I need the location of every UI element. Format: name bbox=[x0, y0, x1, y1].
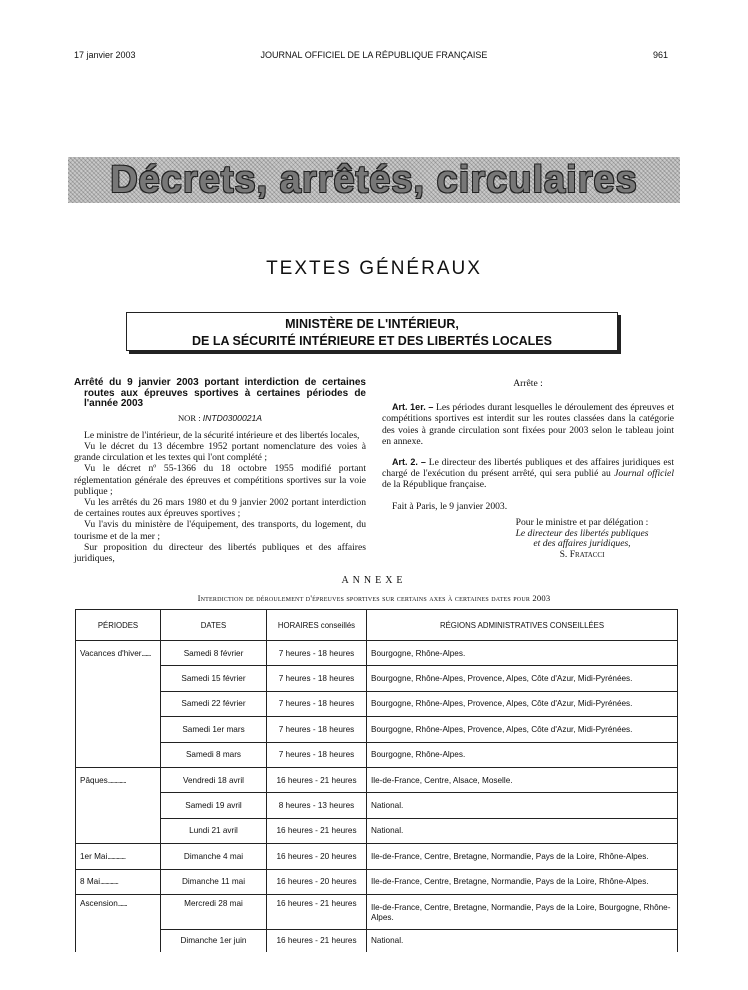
date-cell: Dimanche 1er juin bbox=[161, 929, 267, 952]
column-header-regions: RÉGIONS ADMINISTRATIVES CONSEILLÉES bbox=[367, 610, 678, 641]
table-row bbox=[76, 844, 678, 869]
periode-cell: 8 Mai.............. bbox=[76, 869, 161, 894]
periode-cell: 1er Mai.............. bbox=[76, 844, 161, 869]
date-cell: Dimanche 11 mai bbox=[161, 869, 267, 894]
table-row bbox=[76, 818, 678, 843]
table-row bbox=[76, 894, 678, 929]
paragraph: Sur proposition du directeur des libertés publiques et des affaires juridiques, bbox=[74, 541, 366, 564]
date-cell: Vendredi 18 avril bbox=[161, 767, 267, 792]
annexe-subtitle: Interdiction de déroulement d'épreuves sportives sur certains axes à certaines dates pour 2003 bbox=[197, 593, 551, 603]
periode-cell bbox=[76, 717, 161, 742]
date-cell: Samedi 19 avril bbox=[161, 793, 267, 818]
signature-block bbox=[490, 518, 674, 561]
regions-cell: Bourgogne, Rhône-Alpes, Provence, Alpes, Côte d'Azur, Midi-Pyrénées. bbox=[367, 717, 678, 742]
page-number: 961 bbox=[652, 50, 668, 60]
periode-cell bbox=[76, 818, 161, 843]
signature-line-2: Le directeur des libertés publiques bbox=[515, 527, 649, 539]
regions-cell: Bourgogne, Rhône-Alpes. bbox=[367, 641, 678, 666]
article-1 bbox=[382, 402, 674, 447]
article-2-text-a: Le directeur des libertés publiques et des affaires juridiques est chargé de l'exécution du présent arrêté, qui sera publié au bbox=[382, 457, 674, 480]
date-cell: Samedi 8 février bbox=[161, 641, 267, 666]
section-title: TEXTES GÉNÉRAUX bbox=[266, 258, 482, 279]
annexe-table bbox=[75, 609, 678, 952]
horaire-cell: 16 heures - 20 heures bbox=[267, 844, 367, 869]
banner-text: Décrets, arrêtés, circulaires bbox=[110, 158, 638, 201]
horaire-cell: 16 heures - 21 heures bbox=[267, 818, 367, 843]
regions-cell: National. bbox=[367, 793, 678, 818]
date-cell: Samedi 22 février bbox=[161, 691, 267, 716]
horaire-cell: 16 heures - 20 heures bbox=[267, 869, 367, 894]
signatory-name: S. Fratacci bbox=[559, 549, 605, 561]
article-2-text-b: de la République française. bbox=[382, 479, 487, 491]
signature-line-1: Pour le ministre et par délégation : bbox=[515, 516, 649, 528]
horaire-cell: 7 heures - 18 heures bbox=[267, 742, 367, 767]
paragraph: Vu l'avis du ministère de l'équipement, des transports, du logement, du tourisme et de la mer ; bbox=[74, 519, 366, 542]
paragraph: Vu le décret nº 55-1366 du 18 octobre 1955 modifié portant réglementation générale des épreuves et compétitions sportives sur la voie publique ; bbox=[74, 463, 366, 497]
date-cell: Dimanche 4 mai bbox=[161, 844, 267, 869]
horaire-cell: 7 heures - 18 heures bbox=[267, 641, 367, 666]
regions-cell: Ile-de-France, Centre, Bretagne, Normandie, Pays de la Loire, Rhône-Alpes. bbox=[367, 869, 678, 894]
article-1-heading: Art. 1er. – bbox=[392, 402, 434, 413]
column-header-periodes: PÉRIODES bbox=[76, 610, 161, 641]
periode-cell bbox=[76, 742, 161, 767]
journal-officiel: Journal officiel bbox=[614, 468, 674, 480]
column-header-horaires: HORAIRES conseillés bbox=[267, 610, 367, 641]
table-row bbox=[76, 929, 678, 952]
nor-label: NOR : bbox=[177, 412, 201, 423]
table-row bbox=[76, 869, 678, 894]
table-row bbox=[76, 641, 678, 666]
nor-reference bbox=[74, 413, 366, 424]
arrete-title: Arrêté du 9 janvier 2003 portant interdiction de certaines routes aux épreuves sportives à certaines périodes de l'année 2003 bbox=[74, 377, 366, 409]
regions-cell: National. bbox=[367, 818, 678, 843]
article-2 bbox=[382, 457, 674, 491]
signature-line-3: et des affaires juridiques, bbox=[533, 538, 631, 550]
paragraph: Vu le décret du 13 décembre 1952 portant nomenclature des voies à grande circulation et les textes qui l'ont complété ; bbox=[74, 440, 366, 464]
table-row bbox=[76, 767, 678, 792]
periode-cell: Pâques.............. bbox=[76, 767, 161, 792]
article-1-text: Les périodes durant lesquelles le déroulement des épreuves et compétitions sportives est interdit sur les routes classées dans la catégorie des voies à grande circulation sont fixées pour 2003 selon le tableau joint en annexe. bbox=[382, 402, 674, 447]
periode-cell: Vacances d'hiver....... bbox=[76, 641, 161, 666]
periode-cell: Ascension....... bbox=[76, 894, 161, 929]
regions-cell: National. bbox=[367, 929, 678, 952]
annexe-title: ANNEXE bbox=[341, 575, 407, 586]
table-header-row bbox=[76, 610, 678, 641]
horaire-cell: 8 heures - 13 heures bbox=[267, 793, 367, 818]
section-banner bbox=[68, 157, 680, 203]
horaire-cell: 7 heures - 18 heures bbox=[267, 691, 367, 716]
regions-cell: Bourgogne, Rhône-Alpes, Provence, Alpes, Côte d'Azur, Midi-Pyrénées. bbox=[367, 691, 678, 716]
paragraph: Le ministre de l'intérieur, de la sécurité intérieure et des libertés locales, bbox=[84, 429, 360, 441]
periode-cell bbox=[76, 691, 161, 716]
periode-cell bbox=[76, 666, 161, 691]
ministry-box bbox=[126, 312, 618, 351]
regions-cell: Bourgogne, Rhône-Alpes. bbox=[367, 742, 678, 767]
horaire-cell: 16 heures - 21 heures bbox=[267, 929, 367, 952]
regions-cell: Ile-de-France, Centre, Bretagne, Normandie, Pays de la Loire, Rhône-Alpes. bbox=[367, 844, 678, 869]
date-cell: Samedi 8 mars bbox=[161, 742, 267, 767]
date-cell: Mercredi 28 mai bbox=[161, 894, 267, 929]
regions-cell: Bourgogne, Rhône-Alpes, Provence, Alpes, Côte d'Azur, Midi-Pyrénées. bbox=[367, 666, 678, 691]
nor-code: INTD0300021A bbox=[202, 412, 263, 423]
left-column bbox=[74, 378, 366, 564]
date-cell: Lundi 21 avril bbox=[161, 818, 267, 843]
header-date: 17 janvier 2003 bbox=[74, 50, 136, 60]
paragraph: Vu les arrêtés du 26 mars 1980 et du 9 janvier 2002 portant interdiction de certaines routes aux épreuves sportives ; bbox=[74, 496, 366, 520]
right-column bbox=[382, 378, 674, 561]
horaire-cell: 16 heures - 21 heures bbox=[267, 894, 367, 929]
table-row bbox=[76, 793, 678, 818]
horaire-cell: 16 heures - 21 heures bbox=[267, 767, 367, 792]
ministry-line-1: MINISTÈRE DE L'INTÉRIEUR, bbox=[285, 317, 459, 331]
table-row bbox=[76, 691, 678, 716]
date-cell: Samedi 15 février bbox=[161, 666, 267, 691]
arrete-label: Arrête : bbox=[513, 378, 543, 389]
header-title: JOURNAL OFFICIEL DE LA RÉPUBLIQUE FRANÇAISE bbox=[260, 50, 488, 60]
column-header-dates: DATES bbox=[161, 610, 267, 641]
table-row bbox=[76, 666, 678, 691]
table-row bbox=[76, 717, 678, 742]
fait-a-paris: Fait à Paris, le 9 janvier 2003. bbox=[392, 500, 508, 512]
regions-cell: Ile-de-France, Centre, Bretagne, Normandie, Pays de la Loire, Bourgogne, Rhône-Alpes. bbox=[367, 894, 678, 929]
periode-cell bbox=[76, 793, 161, 818]
regions-cell: Ile-de-France, Centre, Alsace, Moselle. bbox=[367, 767, 678, 792]
ministry-line-2: DE LA SÉCURITÉ INTÉRIEURE ET DES LIBERTÉS LOCALES bbox=[192, 334, 552, 348]
table-row bbox=[76, 742, 678, 767]
horaire-cell: 7 heures - 18 heures bbox=[267, 717, 367, 742]
horaire-cell: 7 heures - 18 heures bbox=[267, 666, 367, 691]
article-2-heading: Art. 2. – bbox=[392, 457, 426, 468]
date-cell: Samedi 1er mars bbox=[161, 717, 267, 742]
periode-cell bbox=[76, 929, 161, 952]
